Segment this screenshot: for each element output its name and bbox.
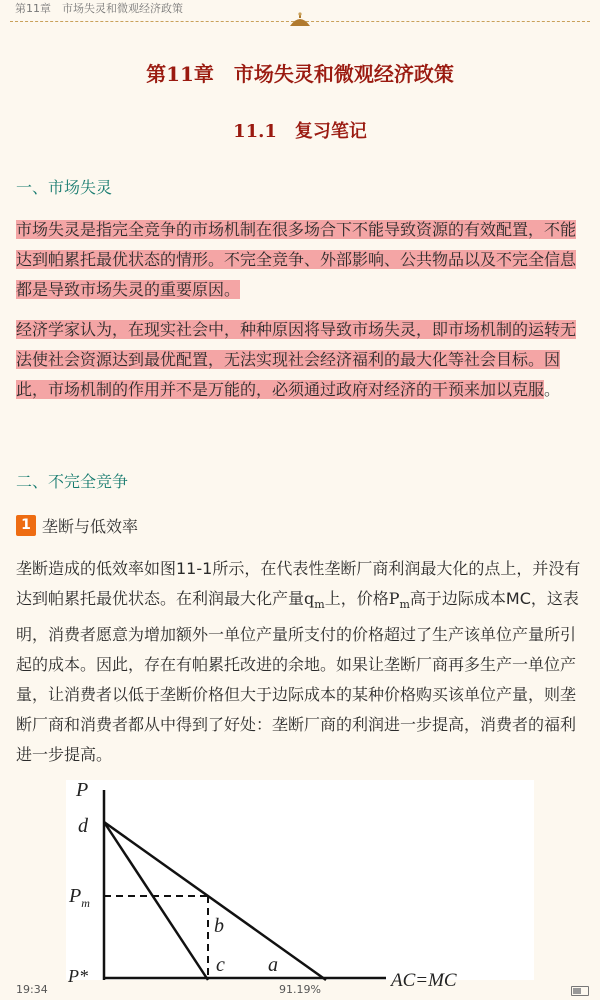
subheading-label: 垄断与低效率: [42, 517, 139, 536]
symbol-p: P: [388, 589, 400, 608]
paragraph-text: 垄断造成的低效率如图11-1所示，在代表性垄断厂商利润最大化的点上，并没有达到帕累托最优状态。在利润最大化产量: [16, 559, 581, 608]
symbol-p-subscript: m: [399, 598, 410, 612]
axis-label-p: P: [76, 779, 89, 801]
label-pstar: P*: [68, 966, 88, 986]
ornament-icon: [286, 12, 314, 28]
paragraph-monopoly[interactable]: [16, 554, 584, 770]
label-a: a: [268, 954, 278, 976]
paragraph-text: 高于边际成本MC，这表明，消费者愿意为增加额外一单位产量所支付的价格超过了生产该单位产量所引起的成本。因此，存在有帕累托改进的余地。如果让垄断厂商再多生产一单位产量，让消费者以低于垄断价格但大于边际成本的某种价格购买该单位产量，则垄断厂商和消费者都从中得到了好处：垄断厂商的利润进一步提高，消费者的福利进一步提高。: [16, 589, 579, 765]
symbol-q: q: [304, 589, 315, 608]
highlight-economists[interactable]: 经济学家认为，在现实社会中，种种原因将导致市场失灵，即市场机制的运转无法使社会资源达到最优配置，无法实现社会经济福利的最大化等社会目标。因此，市场机制的作用并不是万能的，必须通过政府对经济的干预来加以克服: [16, 320, 577, 399]
paragraph-economists[interactable]: [16, 315, 584, 405]
label-c: c: [216, 954, 225, 976]
mr-curve: [104, 822, 208, 980]
label-d: d: [78, 815, 88, 837]
reading-progress: 91.19%: [279, 983, 321, 996]
breadcrumb: 第11章 市场失灵和微观经济政策: [15, 2, 183, 15]
demand-curve: [104, 822, 326, 980]
symbol-q-subscript: m: [314, 598, 325, 612]
status-bar: [0, 980, 600, 1000]
paragraph-definition[interactable]: [16, 215, 584, 305]
label-ac-mc: AC=MC: [391, 970, 457, 991]
section-title: 11.1 复习笔记: [233, 121, 367, 142]
highlight-definition[interactable]: 市场失灵是指完全竞争的市场机制在很多场合下不能导致资源的有效配置，不能达到帕累托最优状态的情形。不完全竞争、外部影响、公共物品以及不完全信息都是导致市场失灵的重要原因。: [16, 220, 577, 299]
chapter-title: 第11章 市场失灵和微观经济政策: [146, 62, 454, 86]
label-b: b: [214, 915, 224, 937]
paragraph-text: 上，价格: [324, 589, 389, 608]
number-badge: 1: [16, 515, 36, 536]
label-pm: $P_m$: [69, 885, 90, 910]
subheading-monopoly: [16, 514, 138, 537]
battery-icon: [571, 986, 589, 996]
paragraph-end-mark: 。: [544, 380, 561, 399]
heading-imperfect-competition: 二、不完全竞争: [16, 472, 129, 491]
battery-fill: [573, 988, 581, 994]
heading-market-failure: 一、市场失灵: [16, 178, 113, 197]
clock: 19:34: [16, 983, 48, 996]
